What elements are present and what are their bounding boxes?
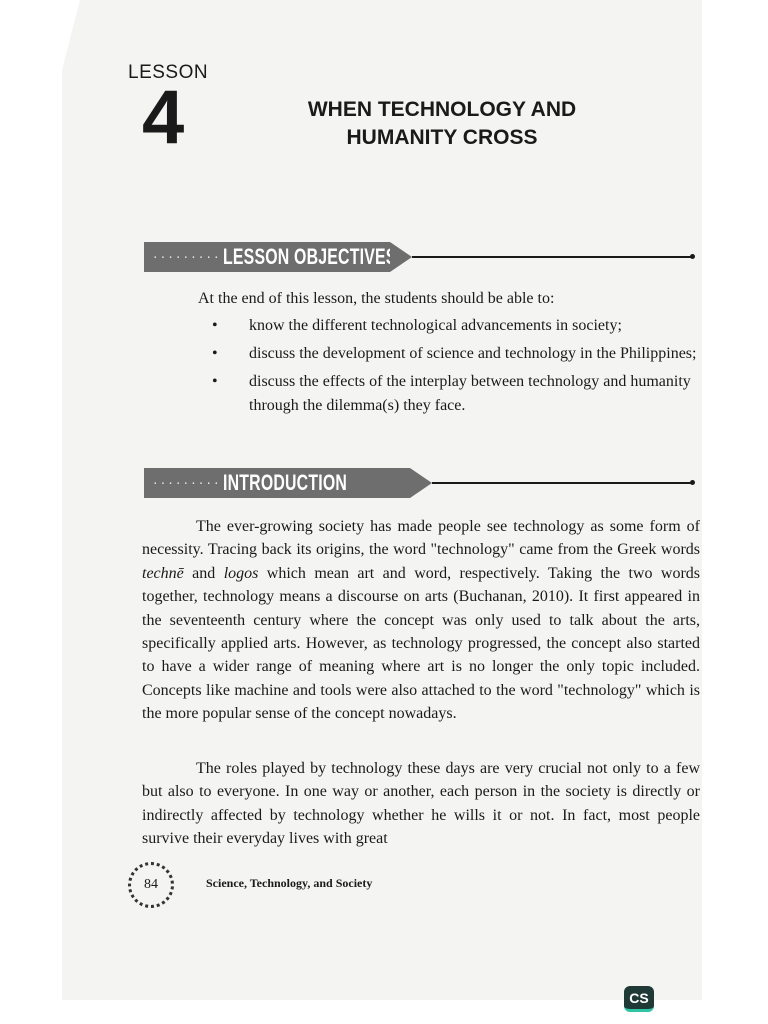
objectives-list bbox=[212, 314, 712, 422]
lesson-number: 4 bbox=[142, 75, 185, 160]
objective-item: • know the different technological advancements in society; bbox=[212, 314, 712, 338]
page-number-badge bbox=[128, 862, 174, 908]
banner-rule-dot bbox=[690, 480, 695, 485]
objective-item: • discuss the development of science and technology in the Philippines; bbox=[212, 342, 712, 366]
page-fold-corner bbox=[62, 0, 80, 70]
banner-rule bbox=[432, 482, 692, 484]
introduction-paragraph-1: The ever-growing society has made people see technology as some form of necessity. Tracing back its origins, the word "technology" came from the Greek words technē and logos which mean art and word, respectively. Taking the two words together, technology means a discourse on arts (Buchanan, 2010). It first appeared in the seventeenth century where the concept was only used to talk about the arts, specifically applied arts. However, as technology progressed, the concept also started to have a wider range of meaning where art is no longer the only topic included. Concepts like machine and tools were also attached to the word "technology" which is the more popular sense of the concept nowadays. bbox=[142, 518, 701, 723]
objectives-banner-tab bbox=[144, 242, 397, 272]
introduction-paragraph-2: The roles played by technology these days are very crucial not only to a few but also to everyone. In one way or another, each person in the society is directly or indirectly affected by technology whether he wills it or not. In fact, most people survive their everyday lives with great bbox=[142, 760, 700, 848]
banner-rule bbox=[412, 256, 692, 258]
banner-arrow bbox=[410, 468, 432, 498]
banner-dots: ········· bbox=[152, 476, 221, 490]
greek-word-techne: technē bbox=[142, 564, 184, 582]
camscanner-logo-icon: CS bbox=[624, 986, 654, 1012]
banner-arrow bbox=[390, 242, 412, 272]
objective-item: • discuss the effects of the interplay between technology and humanity through the dilemma(s) they face. bbox=[212, 370, 712, 418]
greek-word-logos: logos bbox=[223, 564, 259, 582]
introduction-banner-tab bbox=[144, 468, 410, 498]
lesson-title-line1: WHEN TECHNOLOGY AND bbox=[307, 98, 577, 121]
banner-rule-dot bbox=[690, 254, 695, 259]
banner-dots: ········· bbox=[152, 250, 221, 264]
objectives-banner bbox=[144, 242, 700, 272]
lesson-title-line2: HUMANITY CROSS bbox=[346, 126, 538, 149]
objectives-heading: LESSON OBJECTIVES bbox=[222, 244, 397, 269]
lesson-label: LESSON bbox=[128, 62, 209, 83]
document-page bbox=[62, 0, 702, 1000]
lesson-title bbox=[292, 96, 592, 152]
introduction-banner bbox=[144, 468, 700, 498]
footer-book-title: Science, Technology, and Society bbox=[206, 876, 373, 890]
page-number: 84 bbox=[144, 877, 158, 892]
introduction-heading: INTRODUCTION bbox=[222, 470, 347, 495]
objectives-intro: At the end of this lesson, the students should be able to: bbox=[198, 290, 555, 307]
